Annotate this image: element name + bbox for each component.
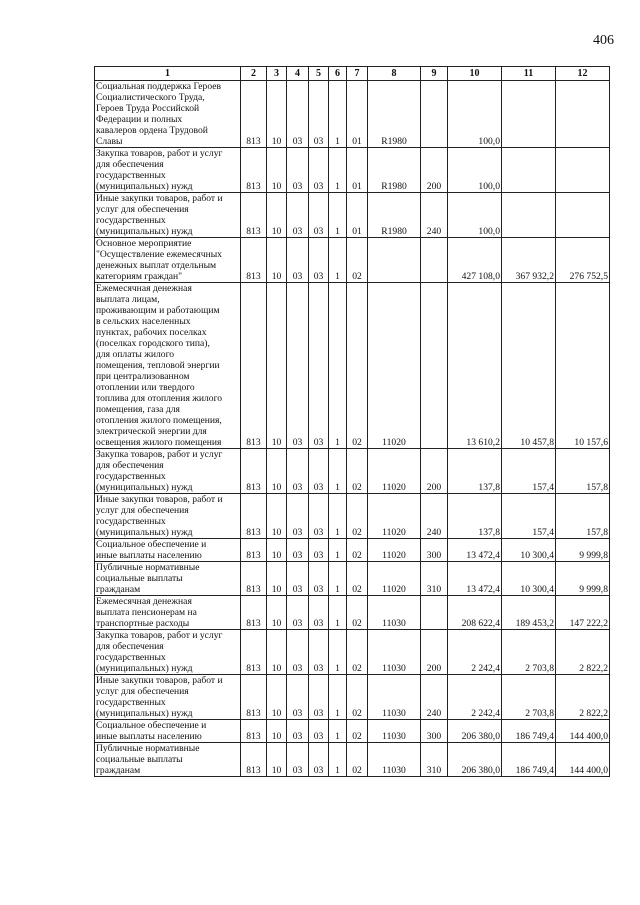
code-expense-type: 300: [421, 720, 448, 743]
code-program: 03: [309, 238, 329, 283]
code-section: 10: [267, 193, 287, 238]
amount-year-3: 157,8: [556, 494, 610, 539]
code-admin: 813: [241, 596, 267, 630]
code-direction: 11030: [368, 596, 421, 630]
code-subprogram: 1: [329, 539, 347, 562]
code-direction: 11030: [368, 720, 421, 743]
table-body: [95, 81, 610, 777]
amount-year-3: [556, 193, 610, 238]
code-admin: 813: [241, 562, 267, 596]
code-section: 10: [267, 743, 287, 777]
code-event: 01: [347, 148, 368, 193]
code-admin: 813: [241, 238, 267, 283]
amount-year-2: 2 703,8: [502, 675, 556, 720]
code-event: 02: [347, 743, 368, 777]
column-header: 8: [368, 67, 421, 81]
code-subprogram: 1: [329, 238, 347, 283]
amount-year-2: 157,4: [502, 449, 556, 494]
code-direction: 11030: [368, 630, 421, 675]
code-subsection: 03: [287, 720, 309, 743]
code-direction: 11030: [368, 743, 421, 777]
table-row: [95, 494, 610, 539]
code-admin: 813: [241, 283, 267, 449]
code-admin: 813: [241, 675, 267, 720]
amount-year-1: 13 472,4: [448, 562, 502, 596]
table-row: [95, 148, 610, 193]
table-row: [95, 720, 610, 743]
row-description: Публичные нормативные социальные выплаты гражданам: [95, 743, 241, 777]
code-admin: 813: [241, 494, 267, 539]
table-row: [95, 562, 610, 596]
code-subprogram: 1: [329, 675, 347, 720]
amount-year-1: 427 108,0: [448, 238, 502, 283]
code-expense-type: 200: [421, 630, 448, 675]
code-program: 03: [309, 720, 329, 743]
code-admin: 813: [241, 743, 267, 777]
code-section: 10: [267, 148, 287, 193]
row-description: Основное мероприятие "Осуществление ежемесячных денежных выплат отдельным категориям граждан": [95, 238, 241, 283]
code-subsection: 03: [287, 596, 309, 630]
row-description: Ежемесячная денежная выплата пенсионерам на транспортные расходы: [95, 596, 241, 630]
code-admin: 813: [241, 193, 267, 238]
amount-year-1: 208 622,4: [448, 596, 502, 630]
code-event: 02: [347, 562, 368, 596]
code-subprogram: 1: [329, 449, 347, 494]
code-subprogram: 1: [329, 720, 347, 743]
column-header: 12: [556, 67, 610, 81]
code-event: 02: [347, 238, 368, 283]
amount-year-3: 9 999,8: [556, 562, 610, 596]
row-description: Социальное обеспечение и иные выплаты населению: [95, 539, 241, 562]
code-admin: 813: [241, 148, 267, 193]
code-section: 10: [267, 81, 287, 148]
code-expense-type: 240: [421, 494, 448, 539]
code-subprogram: 1: [329, 630, 347, 675]
code-program: 03: [309, 148, 329, 193]
amount-year-2: 157,4: [502, 494, 556, 539]
amount-year-1: 13 472,4: [448, 539, 502, 562]
amount-year-3: 157,8: [556, 449, 610, 494]
amount-year-2: 10 300,4: [502, 562, 556, 596]
code-program: 03: [309, 449, 329, 494]
code-program: 03: [309, 193, 329, 238]
amount-year-2: 367 932,2: [502, 238, 556, 283]
row-description: Иные закупки товаров, работ и услуг для обеспечения государственных (муниципальных) нужд: [95, 193, 241, 238]
code-direction: 11020: [368, 539, 421, 562]
code-subsection: 03: [287, 193, 309, 238]
code-subprogram: 1: [329, 743, 347, 777]
code-direction: 11030: [368, 675, 421, 720]
amount-year-3: [556, 148, 610, 193]
column-header: 10: [448, 67, 502, 81]
column-header: 11: [502, 67, 556, 81]
amount-year-1: 100,0: [448, 148, 502, 193]
amount-year-3: 2 822,2: [556, 675, 610, 720]
amount-year-3: 144 400,0: [556, 743, 610, 777]
amount-year-3: 9 999,8: [556, 539, 610, 562]
code-section: 10: [267, 494, 287, 539]
row-description: Социальное обеспечение и иные выплаты населению: [95, 720, 241, 743]
amount-year-2: [502, 81, 556, 148]
column-header: 2: [241, 67, 267, 81]
amount-year-2: 10 457,8: [502, 283, 556, 449]
code-expense-type: 200: [421, 148, 448, 193]
code-event: 02: [347, 596, 368, 630]
code-expense-type: 200: [421, 449, 448, 494]
table-row: [95, 675, 610, 720]
table-row: [95, 596, 610, 630]
amount-year-2: 10 300,4: [502, 539, 556, 562]
amount-year-1: 137,8: [448, 494, 502, 539]
code-section: 10: [267, 630, 287, 675]
column-header: 7: [347, 67, 368, 81]
row-description: Закупка товаров, работ и услуг для обеспечения государственных (муниципальных) нужд: [95, 630, 241, 675]
code-event: 02: [347, 449, 368, 494]
code-direction: R1980: [368, 193, 421, 238]
amount-year-3: 144 400,0: [556, 720, 610, 743]
code-subprogram: 1: [329, 562, 347, 596]
amount-year-3: 147 222,2: [556, 596, 610, 630]
amount-year-1: 100,0: [448, 193, 502, 238]
page-number: 406: [593, 33, 614, 48]
amount-year-1: 137,8: [448, 449, 502, 494]
code-event: 02: [347, 720, 368, 743]
amount-year-2: 2 703,8: [502, 630, 556, 675]
code-subsection: 03: [287, 539, 309, 562]
table-row: [95, 539, 610, 562]
code-admin: 813: [241, 720, 267, 743]
code-expense-type: [421, 596, 448, 630]
code-subprogram: 1: [329, 283, 347, 449]
code-direction: R1980: [368, 81, 421, 148]
code-subprogram: 1: [329, 148, 347, 193]
row-description: Иные закупки товаров, работ и услуг для обеспечения государственных (муниципальных) нужд: [95, 675, 241, 720]
code-section: 10: [267, 283, 287, 449]
code-section: 10: [267, 596, 287, 630]
table-header-row: [95, 67, 610, 81]
code-subprogram: 1: [329, 193, 347, 238]
code-section: 10: [267, 675, 287, 720]
code-expense-type: [421, 81, 448, 148]
column-header: 6: [329, 67, 347, 81]
code-subprogram: 1: [329, 494, 347, 539]
code-event: 02: [347, 675, 368, 720]
code-event: 02: [347, 494, 368, 539]
column-header: 3: [267, 67, 287, 81]
column-header: 5: [309, 67, 329, 81]
table-row: [95, 193, 610, 238]
code-subprogram: 1: [329, 596, 347, 630]
amount-year-2: [502, 193, 556, 238]
code-subsection: 03: [287, 562, 309, 596]
amount-year-1: 13 610,2: [448, 283, 502, 449]
row-description: Иные закупки товаров, работ и услуг для обеспечения государственных (муниципальных) нужд: [95, 494, 241, 539]
code-expense-type: 310: [421, 743, 448, 777]
row-description: Закупка товаров, работ и услуг для обеспечения государственных (муниципальных) нужд: [95, 449, 241, 494]
code-subsection: 03: [287, 743, 309, 777]
code-subsection: 03: [287, 675, 309, 720]
code-expense-type: 300: [421, 539, 448, 562]
code-program: 03: [309, 596, 329, 630]
code-expense-type: 310: [421, 562, 448, 596]
code-direction: 11020: [368, 449, 421, 494]
code-program: 03: [309, 562, 329, 596]
code-program: 03: [309, 743, 329, 777]
code-direction: 11020: [368, 283, 421, 449]
amount-year-3: 10 157,6: [556, 283, 610, 449]
code-program: 03: [309, 539, 329, 562]
code-event: 02: [347, 539, 368, 562]
code-event: 02: [347, 630, 368, 675]
column-header: 4: [287, 67, 309, 81]
code-subsection: 03: [287, 238, 309, 283]
code-admin: 813: [241, 539, 267, 562]
column-header: 9: [421, 67, 448, 81]
code-subsection: 03: [287, 148, 309, 193]
code-subsection: 03: [287, 630, 309, 675]
code-subsection: 03: [287, 494, 309, 539]
code-section: 10: [267, 720, 287, 743]
code-expense-type: 240: [421, 193, 448, 238]
code-expense-type: 240: [421, 675, 448, 720]
table-row: [95, 81, 610, 148]
column-header: 1: [95, 67, 241, 81]
amount-year-3: 2 822,2: [556, 630, 610, 675]
code-section: 10: [267, 238, 287, 283]
code-subsection: 03: [287, 81, 309, 148]
code-event: 01: [347, 81, 368, 148]
table-row: [95, 743, 610, 777]
code-event: 01: [347, 193, 368, 238]
amount-year-1: 206 380,0: [448, 743, 502, 777]
code-program: 03: [309, 283, 329, 449]
amount-year-1: 100,0: [448, 81, 502, 148]
amount-year-3: [556, 81, 610, 148]
amount-year-2: 186 749,4: [502, 743, 556, 777]
amount-year-2: 186 749,4: [502, 720, 556, 743]
code-subprogram: 1: [329, 81, 347, 148]
code-program: 03: [309, 630, 329, 675]
code-section: 10: [267, 562, 287, 596]
code-subsection: 03: [287, 283, 309, 449]
code-section: 10: [267, 449, 287, 494]
code-direction: R1980: [368, 148, 421, 193]
table-row: [95, 449, 610, 494]
table-row: [95, 283, 610, 449]
code-program: 03: [309, 494, 329, 539]
table-row: [95, 630, 610, 675]
row-description: Социальная поддержка Героев Социалистического Труда, Героев Труда Российской Федерации и полных кавалеров ордена Трудовой Славы: [95, 81, 241, 148]
amount-year-1: 2 242,4: [448, 630, 502, 675]
row-description: Закупка товаров, работ и услуг для обеспечения государственных (муниципальных) нужд: [95, 148, 241, 193]
code-program: 03: [309, 675, 329, 720]
code-direction: 11020: [368, 494, 421, 539]
code-direction: [368, 238, 421, 283]
code-event: 02: [347, 283, 368, 449]
code-admin: 813: [241, 449, 267, 494]
row-description: Ежемесячная денежная выплата лицам, проживающим и работающим в сельских населенных пунктах, рабочих поселках (поселках городского типа), для оплаты жилого помещения, тепловой энергии при централизованном отоплении или твердого топлива для отопления жилого помещения, газа для отопления жилого помещения, электрической энергии для освещения жилого помещения: [95, 283, 241, 449]
row-description: Публичные нормативные социальные выплаты гражданам: [95, 562, 241, 596]
budget-table: [94, 66, 610, 777]
amount-year-2: [502, 148, 556, 193]
amount-year-3: 276 752,5: [556, 238, 610, 283]
code-program: 03: [309, 81, 329, 148]
amount-year-1: 206 380,0: [448, 720, 502, 743]
code-expense-type: [421, 238, 448, 283]
code-expense-type: [421, 283, 448, 449]
amount-year-2: 189 453,2: [502, 596, 556, 630]
code-section: 10: [267, 539, 287, 562]
code-admin: 813: [241, 81, 267, 148]
code-subsection: 03: [287, 449, 309, 494]
table-row: [95, 238, 610, 283]
code-direction: 11020: [368, 562, 421, 596]
amount-year-1: 2 242,4: [448, 675, 502, 720]
code-admin: 813: [241, 630, 267, 675]
